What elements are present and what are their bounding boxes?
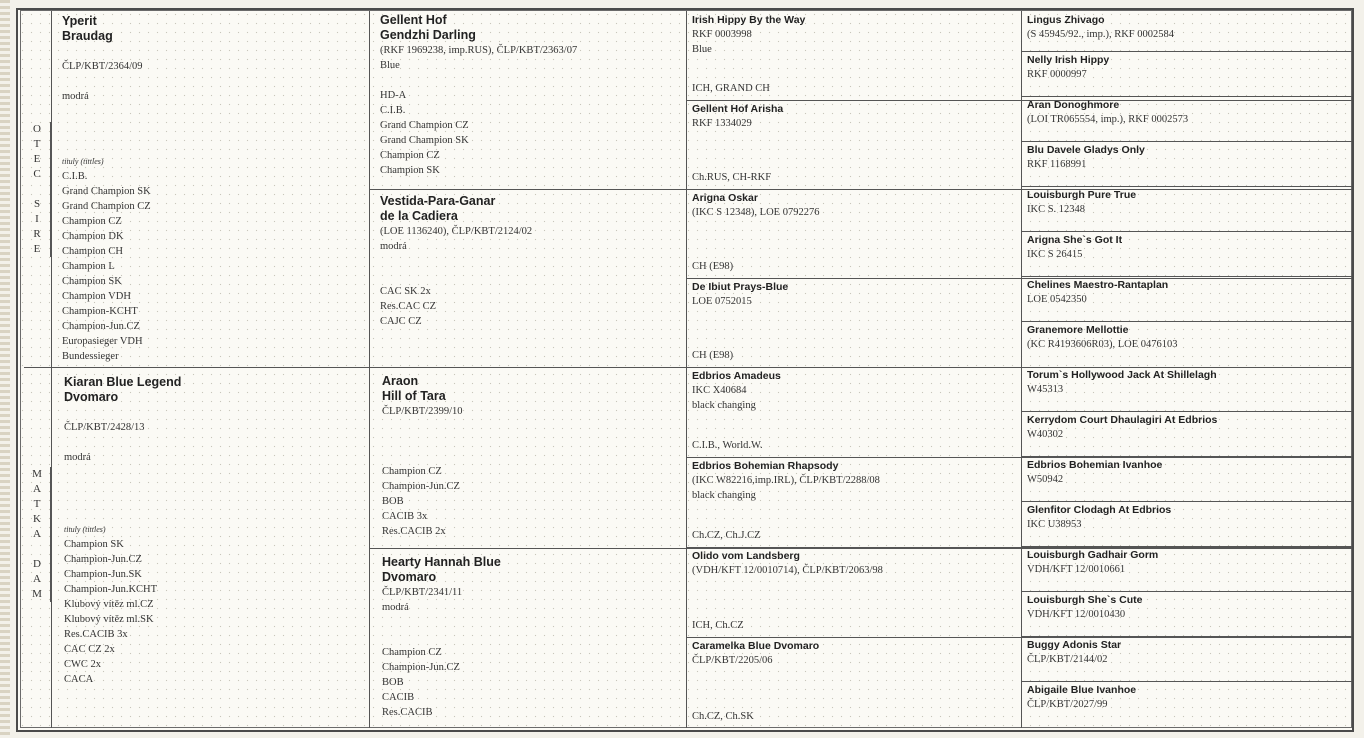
divider-line [686, 547, 1352, 548]
dog-name: Gellent Hof Arisha [692, 103, 784, 115]
divider-line [1021, 411, 1352, 412]
divider-line [686, 457, 1352, 458]
great-grandparent-cell [692, 459, 1012, 545]
great-grandparent-cell [692, 191, 1012, 276]
registration-number: ČLP/KBT/2027/99 [1027, 699, 1108, 710]
divider-line [686, 100, 1352, 101]
ancestor-cell [1027, 143, 1145, 172]
dog-name: Caramelka Blue Dvomaro [692, 640, 820, 652]
detail-line: Champion CZ [382, 466, 442, 477]
title-item: CWC 2x [64, 659, 102, 670]
ancestor-cell [1027, 458, 1162, 487]
registration-number: (LOI TR065554, imp.), RKF 0002573 [1027, 114, 1189, 125]
dog-name: Gellent Hof [380, 13, 447, 27]
titles-line: Ch.CZ, Ch.J.CZ [692, 530, 761, 541]
titles-line: ICH, GRAND CH [692, 83, 770, 94]
title-item: Grand Champion CZ [62, 201, 151, 212]
title-item: Klubový vítěz ml.CZ [64, 599, 154, 610]
titles-line: Ch.RUS, CH-RKF [692, 172, 772, 183]
detail-line: Blue [380, 60, 400, 71]
detail-line: HD-A [380, 90, 407, 101]
great-grandparent-cell [692, 13, 1012, 98]
detail-line: Champion CZ [382, 647, 442, 658]
registration-number: VDH/KFT 12/0010661 [1027, 564, 1126, 575]
dog-name: Edbrios Amadeus [692, 370, 781, 382]
registration-number: IKC S. 12348 [1027, 204, 1086, 215]
dog-name-line2: de la Cadiera [380, 209, 458, 223]
detail-line: Res.CAC CZ [380, 301, 437, 312]
title-item: Europasieger VDH [62, 336, 143, 347]
ancestor-cell [1027, 13, 1174, 42]
ancestor-cell [1027, 548, 1158, 577]
divider-line [686, 637, 1352, 638]
registration-number: VDH/KFT 12/0010430 [1027, 609, 1126, 620]
registration-number: RKF 1168991 [1027, 159, 1087, 170]
ancestor-cell [1027, 233, 1122, 262]
title-item: Champion L [62, 261, 115, 272]
dog-name: Arigna She`s Got It [1027, 234, 1123, 246]
title-item: Klubový vítěz ml.SK [64, 614, 154, 625]
detail-line: Champion-Jun.CZ [382, 481, 460, 492]
divider-line [1021, 636, 1352, 637]
dog-name-line2: Gendzhi Darling [380, 28, 476, 42]
dam-cell [64, 375, 182, 685]
detail-line: (LOE 1136240), ČLP/KBT/2124/02 [380, 226, 533, 237]
title-item: CACA [64, 674, 94, 685]
sidebar-letter: I [35, 213, 39, 225]
sidebar-letter: T [33, 498, 41, 510]
detail-line: (VDH/KFT 12/0010714), ČLP/KBT/2063/98 [692, 565, 883, 576]
registration-number: RKF 0000997 [1027, 69, 1087, 80]
detail-line [380, 254, 532, 269]
registration-number: IKC U38953 [1027, 519, 1082, 530]
registration-number: (KC R4193606R03), LOE 0476103 [1027, 339, 1178, 350]
detail-line [382, 449, 463, 464]
coat-color: modrá [64, 452, 91, 463]
grandparent-cell [382, 374, 463, 539]
detail-line: ČLP/KBT/2341/11 [382, 587, 463, 598]
detail-line: Champion-Jun.CZ [382, 662, 460, 673]
ancestor-cell [1027, 638, 1121, 667]
divider-line [1021, 681, 1352, 682]
divider-line [1021, 51, 1352, 52]
coat-color: modrá [62, 91, 89, 102]
titles-line: CH (E98) [692, 261, 734, 272]
dog-name: Kerrydom Court Dhaulagiri At Edbrios [1027, 414, 1218, 426]
sidebar-letter: S [33, 198, 41, 210]
ancestor-cell [1027, 413, 1217, 442]
detail-line: ČLP/KBT/2205/06 [692, 655, 773, 666]
divider-line [1021, 456, 1352, 457]
detail-line: Champion SK [380, 165, 440, 176]
detail-line [382, 615, 501, 630]
detail-line [382, 630, 501, 645]
sidebar-letter: A [33, 483, 41, 495]
title-item: Champion SK [62, 276, 122, 287]
divider-line [51, 11, 52, 728]
dog-name: Chelines Maestro-Rantaplan [1027, 279, 1169, 291]
title-item: Champion-Jun.KCHT [64, 584, 158, 595]
divider-line [686, 11, 687, 728]
detail-line: (IKC S 12348), LOE 0792276 [692, 207, 820, 218]
divider-line [1021, 11, 1022, 728]
spacer [62, 44, 143, 59]
divider-line [686, 278, 1352, 279]
title-item: Champion DK [62, 231, 124, 242]
detail-line: Blue [692, 44, 712, 55]
registration-number: ČLP/KBT/2144/02 [1027, 654, 1108, 665]
dog-name: Irish Hippy By the Way [692, 14, 806, 26]
dog-name: Araon [382, 374, 419, 388]
grandparent-cell [380, 13, 577, 178]
spacer [64, 435, 181, 450]
titles-block [64, 522, 157, 687]
title-item: Champion VDH [62, 291, 131, 302]
detail-line: Res.CACIB 2x [382, 526, 446, 537]
divider-line [1021, 321, 1352, 322]
detail-line: RKF 0003998 [692, 29, 752, 40]
dog-name: Buggy Adonis Star [1027, 639, 1122, 651]
dog-name: Yperit [62, 14, 97, 28]
sire-sidebar-label [24, 122, 51, 257]
detail-line: Champion CZ [380, 150, 440, 161]
title-item: Champion-Jun.SK [64, 569, 142, 580]
titles-label: tituly (tittles) [64, 525, 106, 534]
title-item: Champion-KCHT [62, 306, 138, 317]
sidebar-letter: O [33, 123, 41, 135]
titles-line: CH (E98) [692, 350, 734, 361]
ancestor-cell [1027, 188, 1136, 217]
spacer [62, 74, 143, 89]
grandparent-cell [380, 194, 532, 329]
registration-number: IKC S 26415 [1027, 249, 1083, 260]
detail-line: BOB [382, 496, 404, 507]
detail-line: ČLP/KBT/2399/10 [382, 406, 463, 417]
ancestor-cell [1027, 503, 1171, 532]
title-item: Champion-Jun.CZ [64, 554, 142, 565]
detail-line [380, 269, 532, 284]
divider-line [686, 189, 1352, 190]
spacer [64, 405, 181, 420]
dog-name-line2: Braudag [62, 29, 113, 43]
title-item: Champion CZ [62, 216, 122, 227]
detail-line: modrá [382, 602, 409, 613]
detail-line: Res.CACIB [382, 707, 433, 718]
ancestor-cell [1027, 278, 1168, 307]
ancestor-cell [1027, 53, 1109, 82]
sidebar-letter: D [33, 558, 41, 570]
divider-line [1021, 186, 1352, 187]
dog-name: Lingus Zhivago [1027, 14, 1105, 26]
title-item: Champion-Jun.CZ [62, 321, 140, 332]
titles-line: ICH, Ch.CZ [692, 620, 744, 631]
detail-line: (IKC W82216,imp.IRL), ČLP/KBT/2288/08 [692, 475, 880, 486]
detail-line: CAJC CZ [380, 316, 422, 327]
registration-number: W45313 [1027, 384, 1064, 395]
title-item: C.I.B. [62, 171, 88, 182]
sidebar-letter: T [33, 138, 41, 150]
dog-name: Torum`s Hollywood Jack At Shillelagh [1027, 369, 1217, 381]
detail-line: black changing [692, 400, 756, 411]
registration-number: W40302 [1027, 429, 1064, 440]
detail-line [382, 434, 463, 449]
detail-line: LOE 0752015 [692, 296, 752, 307]
detail-line: Grand Champion CZ [380, 120, 469, 131]
title-item: Grand Champion SK [62, 186, 151, 197]
sidebar-letter: C [33, 168, 41, 180]
dog-name: Nelly Irish Hippy [1027, 54, 1110, 66]
divider-line [1021, 276, 1352, 277]
ancestor-cell [1027, 323, 1178, 352]
registration-number: ČLP/KBT/2364/09 [62, 61, 143, 72]
registration-number: ČLP/KBT/2428/13 [64, 422, 145, 433]
dog-name: Vestida-Para-Ganar [380, 194, 496, 208]
great-grandparent-cell [692, 280, 1012, 365]
sidebar-letter: A [33, 573, 41, 585]
detail-line: modrá [380, 241, 407, 252]
sidebar-letter: M [32, 588, 42, 600]
divider-line [1021, 231, 1352, 232]
dam-sidebar-label [24, 467, 51, 602]
grandparent-cell [382, 555, 501, 720]
divider-line [1021, 141, 1352, 142]
dog-name: Arigna Oskar [692, 192, 758, 204]
sidebar-letter: E [33, 153, 41, 165]
ancestor-cell [1027, 368, 1217, 397]
detail-line: Grand Champion SK [380, 135, 469, 146]
registration-number: LOE 0542350 [1027, 294, 1087, 305]
title-item: Res.CACIB 3x [64, 629, 128, 640]
sidebar-letter: E [33, 243, 41, 255]
divider-line [1021, 501, 1352, 502]
dog-name-line2: Hill of Tara [382, 389, 446, 403]
great-grandparent-cell [692, 549, 1012, 635]
divider-line [1021, 96, 1352, 97]
dog-name: Edbrios Bohemian Ivanhoe [1027, 459, 1163, 471]
sidebar-letter: R [33, 228, 41, 240]
divider-line [1021, 546, 1352, 547]
title-item: CAC CZ 2x [64, 644, 115, 655]
dog-name: Blu Davele Gladys Only [1027, 144, 1145, 156]
great-grandparent-cell [692, 369, 1012, 455]
detail-line: IKC X40684 [692, 385, 747, 396]
dog-name-line2: Dvomaro [382, 570, 437, 584]
dog-name: Abigaile Blue Ivanhoe [1027, 684, 1137, 696]
sidebar-letter: A [33, 528, 41, 540]
registration-number: (S 45945/92., imp.), RKF 0002584 [1027, 29, 1175, 40]
sidebar-letter: K [33, 513, 41, 525]
dog-name: Granemore Mellottie [1027, 324, 1129, 336]
titles-label: tituly (tittles) [62, 157, 104, 166]
decorative-border [0, 0, 10, 738]
detail-line: CACIB [382, 692, 415, 703]
sidebar-letter: M [32, 468, 42, 480]
detail-line [380, 73, 577, 88]
dog-name: Glenfitor Clodagh At Edbrios [1027, 504, 1172, 516]
divider-line [1021, 591, 1352, 592]
dog-name: Louisburgh She`s Cute [1027, 594, 1143, 606]
divider-line [369, 11, 370, 728]
titles-line: Ch.CZ, Ch.SK [692, 711, 754, 722]
great-grandparent-cell [692, 102, 1012, 187]
title-item: Champion CH [62, 246, 123, 257]
great-grandparent-cell [692, 639, 1012, 726]
dog-name: Louisburgh Gadhair Gorm [1027, 549, 1159, 561]
dog-name: Edbrios Bohemian Rhapsody [692, 460, 839, 472]
detail-line: BOB [382, 677, 404, 688]
detail-line: black changing [692, 490, 756, 501]
dog-name: De Ibiut Prays-Blue [692, 281, 789, 293]
detail-line: CACIB 3x [382, 511, 428, 522]
dog-name: Kiaran Blue Legend [64, 375, 182, 389]
ancestor-cell [1027, 683, 1136, 712]
ancestor-cell [1027, 98, 1188, 127]
dog-name: Hearty Hannah Blue [382, 555, 501, 569]
title-item: Bundessieger [62, 351, 119, 362]
title-item: Champion SK [64, 539, 124, 550]
ancestor-cell [1027, 593, 1143, 622]
dog-name: Aran Donoghmore [1027, 99, 1120, 111]
sire-cell [62, 14, 151, 362]
detail-line [382, 419, 463, 434]
detail-line: CAC SK 2x [380, 286, 431, 297]
detail-line: (RKF 1969238, imp.RUS), ČLP/KBT/2363/07 [380, 45, 578, 56]
titles-line: C.I.B., World.W. [692, 440, 763, 451]
detail-line: C.I.B. [380, 105, 406, 116]
registration-number: W50942 [1027, 474, 1064, 485]
titles-block [62, 154, 151, 364]
detail-line: RKF 1334029 [692, 118, 752, 129]
dog-name-line2: Dvomaro [64, 390, 119, 404]
dog-name: Olido vom Landsberg [692, 550, 800, 562]
dog-name: Louisburgh Pure True [1027, 189, 1137, 201]
